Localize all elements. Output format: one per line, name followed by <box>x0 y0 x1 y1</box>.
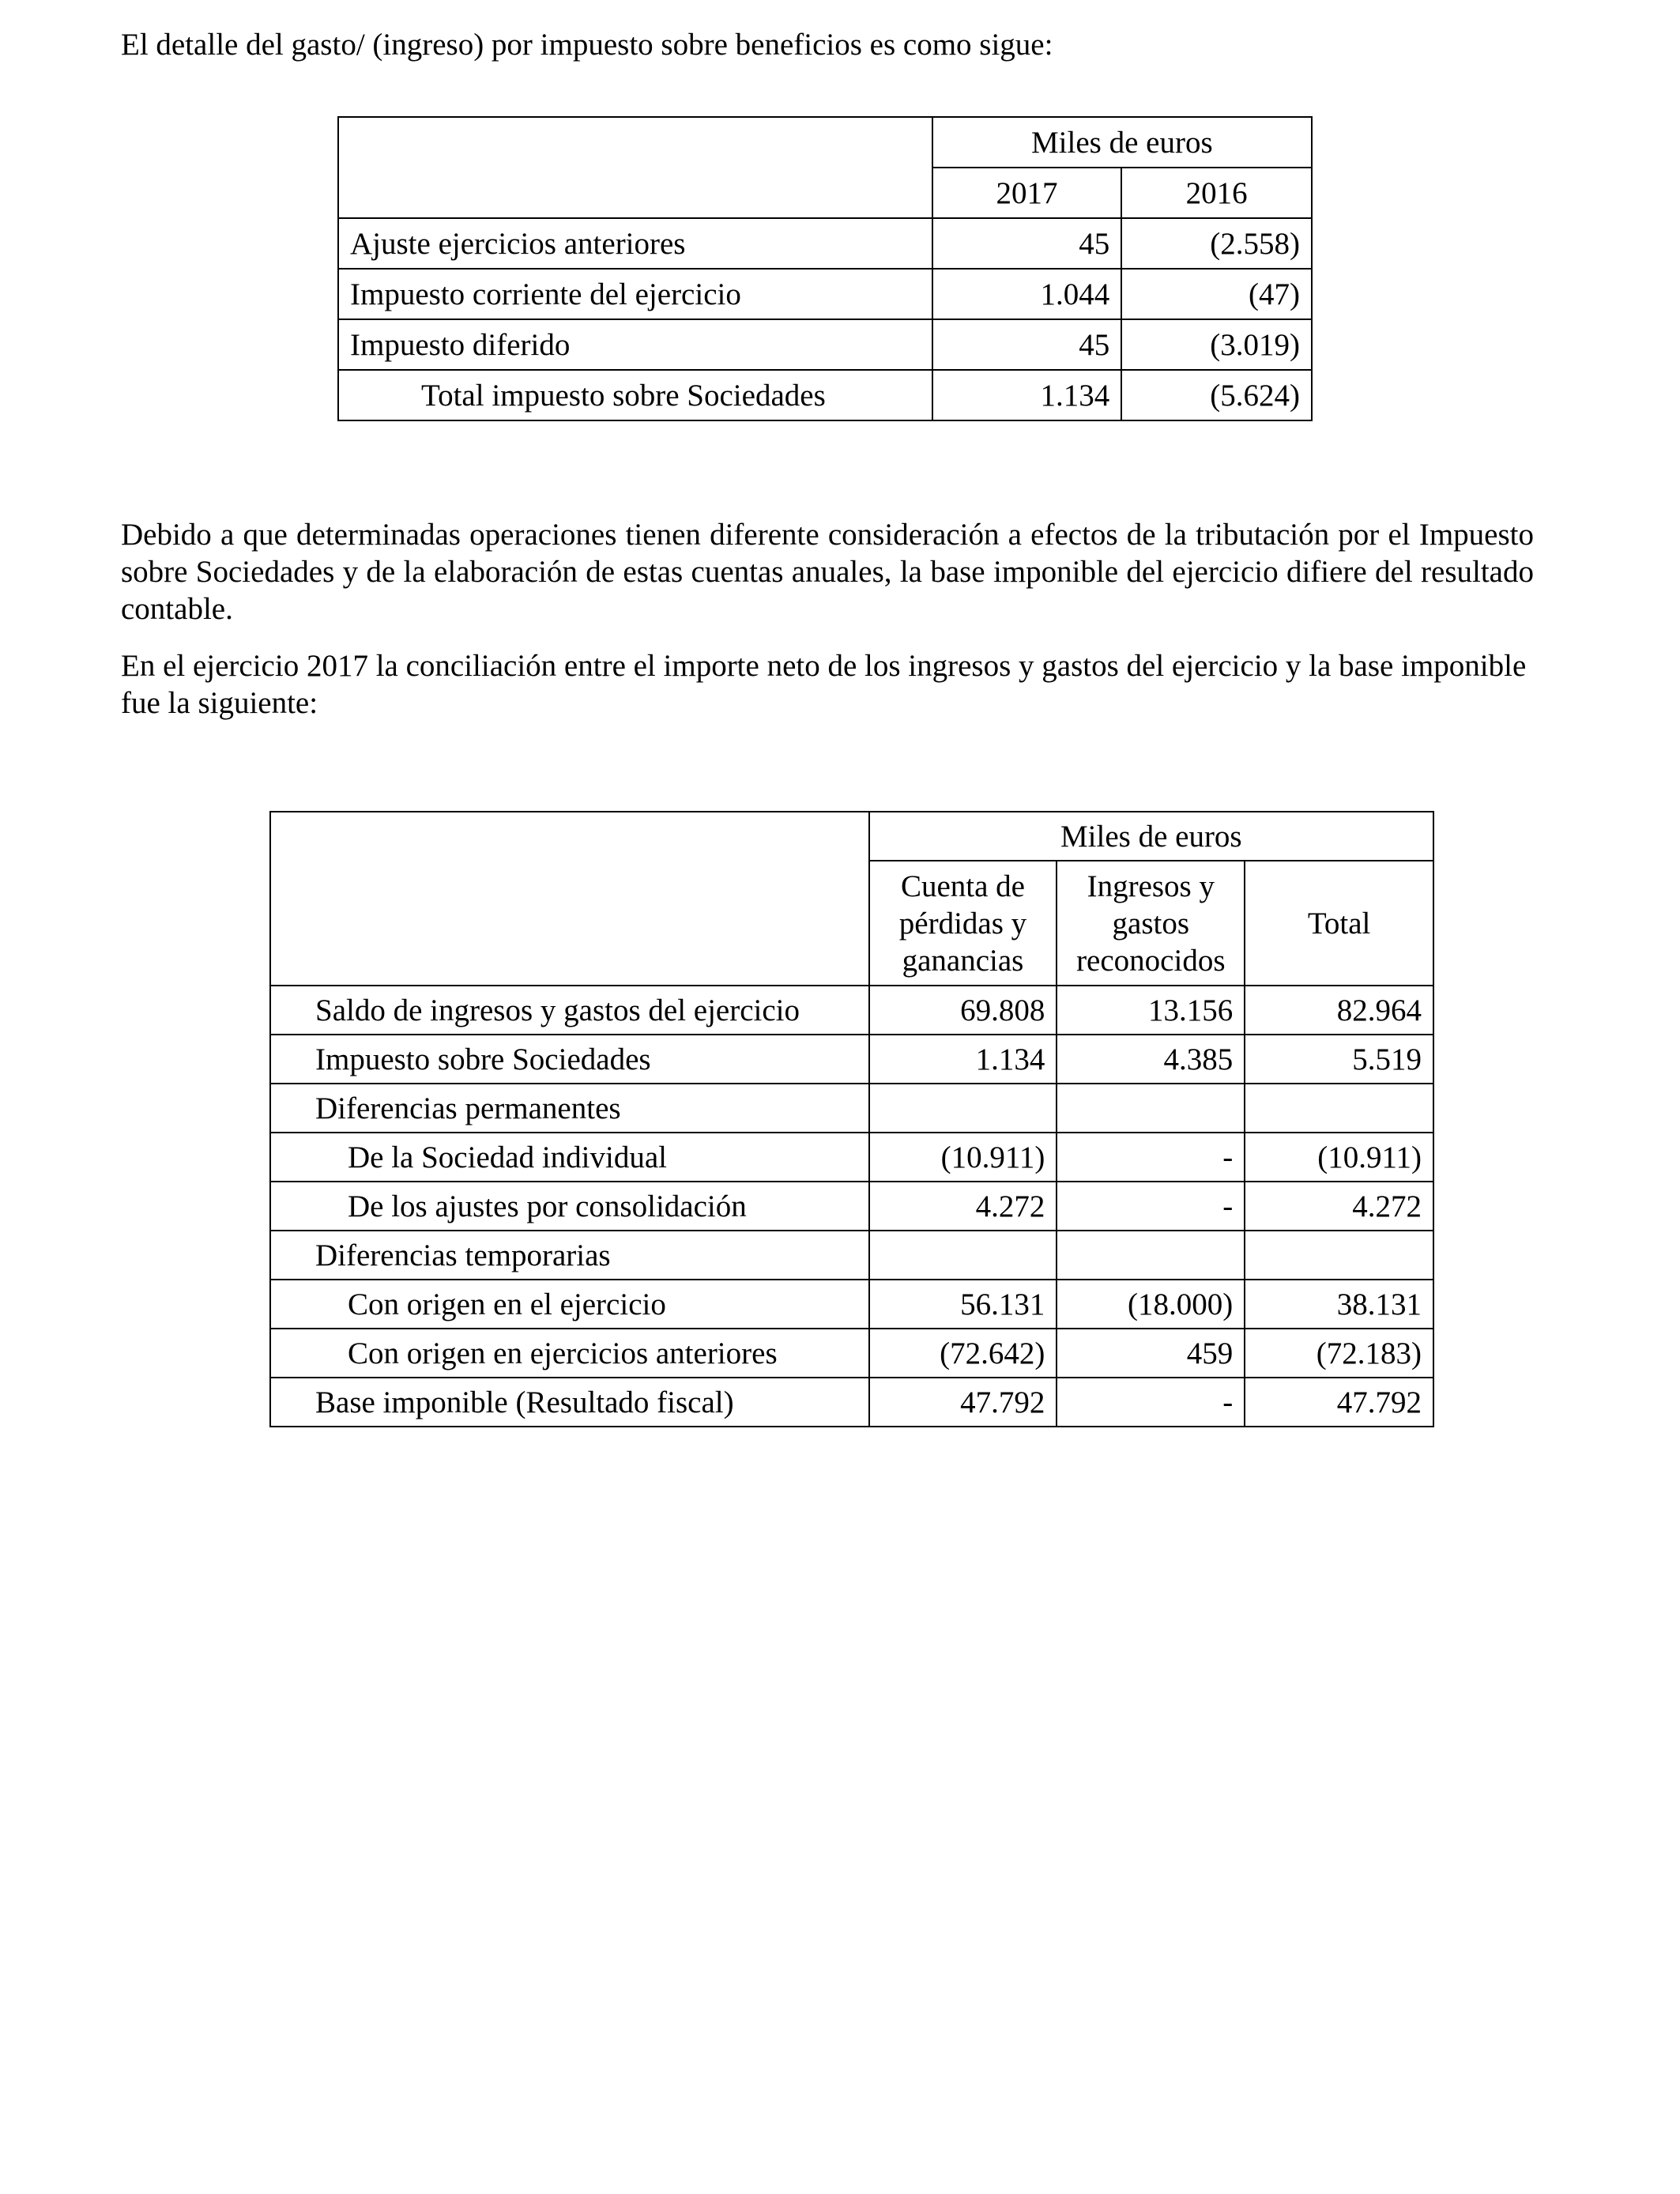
value-2016: (47) <box>1121 269 1312 319</box>
value-total: 4.272 <box>1245 1182 1433 1231</box>
header-line: pérdidas y <box>898 906 1027 941</box>
value-2016: (5.624) <box>1121 370 1312 420</box>
value-2016: (3.019) <box>1121 319 1312 370</box>
header-line: Cuenta de <box>900 869 1025 903</box>
value-pyg: (10.911) <box>869 1133 1057 1182</box>
table-total-row <box>338 370 1312 420</box>
header-pyg <box>869 861 1057 986</box>
table-header-row <box>270 812 1433 861</box>
row-label: Diferencias temporarias <box>270 1231 869 1280</box>
row-label: De los ajustes por consolidación <box>270 1182 869 1231</box>
value-2016: (2.558) <box>1121 218 1312 269</box>
header-line: ganancias <box>902 943 1024 978</box>
value-pyg: (72.642) <box>869 1329 1057 1378</box>
value-total: 47.792 <box>1245 1378 1433 1427</box>
row-label: Impuesto diferido <box>338 319 932 370</box>
row-label: Base imponible (Resultado fiscal) <box>270 1378 869 1427</box>
table-header-row <box>338 117 1312 168</box>
value-2017: 45 <box>932 218 1122 269</box>
header-line: gastos <box>1112 906 1190 941</box>
value-total <box>1245 1084 1433 1133</box>
row-label: Impuesto corriente del ejercicio <box>338 269 932 319</box>
row-label: De la Sociedad individual <box>270 1133 869 1182</box>
intro-text: El detalle del gasto/ (ingreso) por impuesto sobre beneficios es como sigue: <box>121 28 1053 62</box>
value-pyg <box>869 1231 1057 1280</box>
value-ingresos-gastos: (18.000) <box>1057 1280 1245 1329</box>
value-2017: 45 <box>932 319 1122 370</box>
value-total: 38.131 <box>1245 1280 1433 1329</box>
tax-reconciliation-table <box>269 811 1434 1427</box>
value-pyg: 69.808 <box>869 986 1057 1035</box>
header-empty-cell <box>338 117 932 218</box>
row-label: Con origen en ejercicios anteriores <box>270 1329 869 1378</box>
header-group: Miles de euros <box>869 812 1433 861</box>
table-row <box>270 986 1433 1035</box>
value-pyg: 4.272 <box>869 1182 1057 1231</box>
value-ingresos-gastos: 4.385 <box>1057 1035 1245 1084</box>
header-total: Total <box>1245 861 1433 986</box>
row-label: Impuesto sobre Sociedades <box>270 1035 869 1084</box>
table-row <box>338 269 1312 319</box>
row-label: Total impuesto sobre Sociedades <box>338 370 932 420</box>
table-row <box>338 218 1312 269</box>
header-line: reconocidos <box>1076 943 1226 978</box>
paragraph-1: Debido a que determinadas operaciones tienen diferente consideración a efectos de la tributación por el Impuesto sobre Sociedades y de la elaboración de estas cuentas anuales, la base imponible del ejercicio difiere del resultado contable. <box>121 518 1534 626</box>
header-year-2017: 2017 <box>932 168 1122 218</box>
row-label: Saldo de ingresos y gastos del ejercicio <box>270 986 869 1035</box>
value-ingresos-gastos: 459 <box>1057 1329 1245 1378</box>
row-label: Ajuste ejercicios anteriores <box>338 218 932 269</box>
value-pyg: 47.792 <box>869 1378 1057 1427</box>
value-ingresos-gastos <box>1057 1231 1245 1280</box>
header-line: Ingresos y <box>1087 869 1215 903</box>
table-row <box>270 1280 1433 1329</box>
table-row <box>270 1133 1433 1182</box>
value-2017: 1.134 <box>932 370 1122 420</box>
table-row <box>338 319 1312 370</box>
value-ingresos-gastos <box>1057 1084 1245 1133</box>
row-label: Con origen en el ejercicio <box>270 1280 869 1329</box>
value-total: 5.519 <box>1245 1035 1433 1084</box>
header-empty-cell <box>270 812 869 986</box>
value-ingresos-gastos: - <box>1057 1182 1245 1231</box>
table-row <box>270 1084 1433 1133</box>
value-ingresos-gastos: - <box>1057 1133 1245 1182</box>
value-2017: 1.044 <box>932 269 1122 319</box>
value-pyg <box>869 1084 1057 1133</box>
header-group: Miles de euros <box>932 117 1312 168</box>
table-row <box>270 1035 1433 1084</box>
value-ingresos-gastos: 13.156 <box>1057 986 1245 1035</box>
table-row <box>270 1182 1433 1231</box>
row-label: Diferencias permanentes <box>270 1084 869 1133</box>
tax-expense-table <box>337 116 1313 421</box>
header-year-2016: 2016 <box>1121 168 1312 218</box>
value-pyg: 56.131 <box>869 1280 1057 1329</box>
value-total: (72.183) <box>1245 1329 1433 1378</box>
table-row <box>270 1378 1433 1427</box>
value-total: (10.911) <box>1245 1133 1433 1182</box>
header-ingresos-gastos <box>1057 861 1245 986</box>
value-total: 82.964 <box>1245 986 1433 1035</box>
value-pyg: 1.134 <box>869 1035 1057 1084</box>
value-total <box>1245 1231 1433 1280</box>
table-row <box>270 1231 1433 1280</box>
value-ingresos-gastos: - <box>1057 1378 1245 1427</box>
paragraph-2: En el ejercicio 2017 la conciliación entre el importe neto de los ingresos y gastos del ejercicio y la base imponible fue la siguiente: <box>121 649 1527 720</box>
table-row <box>270 1329 1433 1378</box>
